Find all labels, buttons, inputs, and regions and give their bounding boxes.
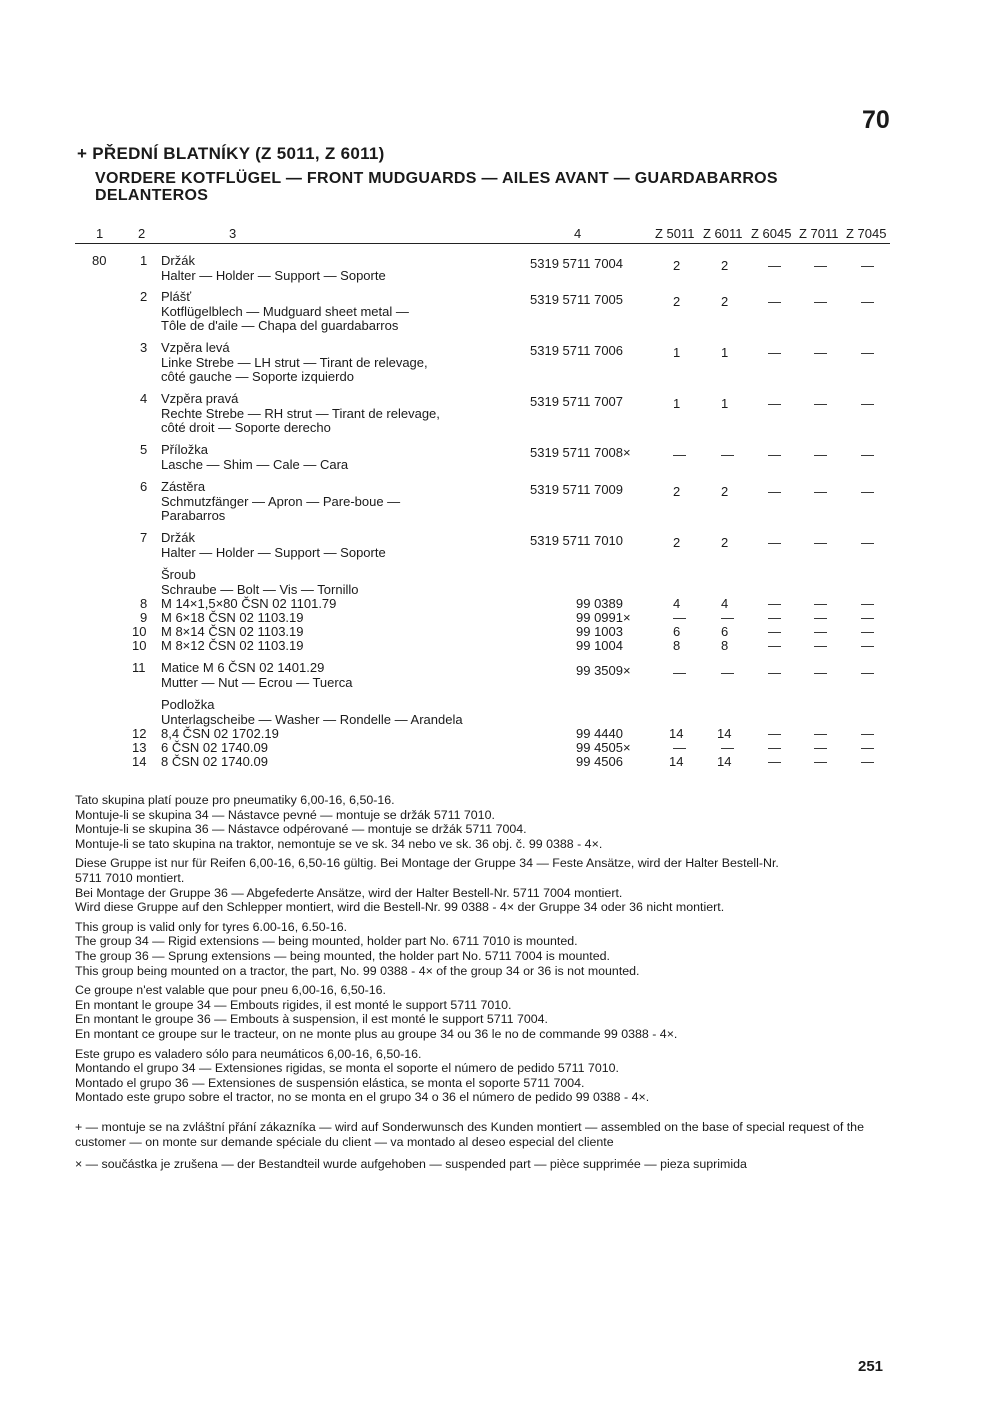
quantity-cell: — <box>768 484 781 499</box>
quantity-cell: — <box>861 726 874 741</box>
part-number: 5319 5711 7005 <box>530 292 624 307</box>
position-number: 3 <box>140 340 148 355</box>
quantity-cell: 14 <box>717 726 732 741</box>
quantity-cell: 2 <box>721 484 729 499</box>
quantity-cell: 1 <box>673 396 681 411</box>
note-line: Montuje-li se skupina 36 — Nástavce odpérované — montuje se držák 5711 7004. <box>75 822 527 837</box>
quantity-cell: 4 <box>673 596 681 611</box>
quantity-cell: — <box>768 610 781 625</box>
part-description-line: Zástěra <box>161 479 206 494</box>
part-number: 99 0991× <box>576 610 631 625</box>
part-number: 99 1003 <box>576 624 623 639</box>
quantity-cell: 1 <box>721 396 729 411</box>
quantity-cell: — <box>768 396 781 411</box>
position-number: 7 <box>140 530 148 545</box>
part-description-line: Podložka <box>161 697 215 712</box>
note-line: 5711 7010 montiert. <box>75 870 185 885</box>
quantity-cell: 2 <box>673 294 681 309</box>
header-rule <box>75 243 890 244</box>
quantity-cell: 2 <box>721 294 729 309</box>
quantity-cell: — <box>814 726 827 741</box>
quantity-cell: 6 <box>721 624 729 639</box>
column-header-4: 4 <box>574 226 582 241</box>
part-number: 99 0389 <box>576 596 623 611</box>
position-number: 11 <box>132 660 146 675</box>
column-header-z7045: Z 7045 <box>846 226 887 241</box>
quantity-cell: — <box>768 596 781 611</box>
note-line: En montant ce groupe sur le tracteur, on ne monte plus au groupe 34 ou 36 le no de commande 99 0388 - 4×. <box>75 1026 678 1041</box>
note-paragraph <box>75 1047 905 1105</box>
part-description-line: Rechte Strebe — RH strut — Tirant de relevage, <box>161 405 440 421</box>
column-header-z7011: Z 7011 <box>799 226 839 241</box>
note-line: Diese Gruppe ist nur für Reifen 6,00-16, 6,50-16 gültig. Bei Montage der Gruppe 34 — Feste Ansätze, wird der Halter Bestell-Nr. <box>75 856 779 871</box>
position-number: 1 <box>140 253 148 268</box>
quantity-cell: 1 <box>721 345 729 360</box>
part-description-line: Plášť <box>161 289 192 304</box>
part-number: 5319 5711 7006 <box>530 343 624 358</box>
quantity-cell: — <box>861 345 874 360</box>
quantity-cell: — <box>721 665 734 680</box>
note-line: Ce groupe n'est valable que pour pneu 6,00-16, 6,50-16. <box>75 983 386 998</box>
quantity-cell: — <box>673 447 686 462</box>
position-number: 10 <box>132 624 147 639</box>
quantity-cell: — <box>814 396 827 411</box>
part-description-line: M 8×12 ČSN 02 1103.19 <box>161 638 304 653</box>
quantity-cell: — <box>768 624 781 639</box>
part-description-line: Schraube — Bolt — Vis — Tornillo <box>161 581 359 597</box>
part-description-line: 6 ČSN 02 1740.09 <box>161 740 268 755</box>
part-description-line: Kotflügelblech — Mudguard sheet metal — <box>161 303 409 319</box>
footer-page-number: 251 <box>858 1358 884 1375</box>
quantity-cell: — <box>814 484 827 499</box>
position-number: 5 <box>140 442 148 457</box>
quantity-cell: 2 <box>673 484 681 499</box>
note-line: Montado el grupo 36 — Extensiones de suspensión elástica, se monta el soporte 5711 7004. <box>75 1075 585 1090</box>
note-line: This group is valid only for tyres 6.00-16, 6.50-16. <box>75 919 348 934</box>
part-description-line: Schmutzfänger — Apron — Pare-boue — <box>161 493 401 509</box>
quantity-cell: — <box>861 535 874 550</box>
quantity-cell: 2 <box>673 535 681 550</box>
quantity-cell: — <box>814 258 827 273</box>
quantity-cell: — <box>768 447 781 462</box>
part-description-line: M 14×1,5×80 ČSN 02 1101.79 <box>161 596 337 611</box>
note-line: This group being mounted on a tractor, the part, No. 99 0388 - 4× of the group 34 or 36 is not mounted. <box>75 963 640 978</box>
quantity-cell: — <box>861 447 874 462</box>
legend-special-request: + — montuje se na zvláštní přání zákazníka — wird auf Sonderwunsch des Kunden montiert — assembled on the base of special request of the customer — on monte sur demande spéciale du client — va montado al deseo especial del cliente <box>75 1120 864 1149</box>
quantity-cell: — <box>814 447 827 462</box>
quantity-cell: 4 <box>721 596 729 611</box>
part-description-line: Příložka <box>161 442 208 457</box>
page-number: 70 <box>862 106 890 134</box>
quantity-cell: — <box>768 258 781 273</box>
quantity-cell: — <box>673 740 686 755</box>
position-number: 13 <box>132 740 147 755</box>
note-line: Bei Montage der Gruppe 36 — Abgefederte Ansätze, wird der Halter Bestell-Nr. 5711 7004 montiert. <box>75 885 623 900</box>
note-line: En montant le groupe 36 — Embouts à suspension, il est monté le support 5711 7004. <box>75 1012 548 1027</box>
quantity-cell: — <box>768 665 781 680</box>
part-description-line: 8,4 ČSN 02 1702.19 <box>161 726 279 741</box>
part-number: 5319 5711 7009 <box>530 482 624 497</box>
quantity-cell: 14 <box>669 754 684 769</box>
quantity-cell: — <box>673 665 686 680</box>
note-line: En montant le groupe 34 — Embouts rigides, il est monté le support 5711 7010. <box>75 997 512 1012</box>
part-description-line: Vzpěra pravá <box>161 391 239 406</box>
notes <box>75 793 905 1110</box>
quantity-cell: 1 <box>673 345 681 360</box>
note-paragraph <box>75 793 905 851</box>
note-line: Tato skupina platí pouze pro pneumatiky 6,00-16, 6,50-16. <box>75 793 395 807</box>
note-line: Montando el grupo 34 — Extensiones rigidas, se monta el soporte el número de pedido 5711 7010. <box>75 1061 619 1076</box>
quantity-cell: — <box>814 345 827 360</box>
quantity-cell: — <box>814 754 827 769</box>
part-number: 5319 5711 7007 <box>530 394 624 409</box>
note-line: The group 36 — Sprung extensions — being mounted, the holder part No. 5711 7004 is mounted. <box>75 948 610 963</box>
part-description-line: Držák <box>161 253 195 268</box>
quantity-cell: — <box>814 596 827 611</box>
position-number: 6 <box>140 479 148 494</box>
quantity-cell: — <box>861 754 874 769</box>
part-description-line: côté droit — Soporte derecho <box>161 420 331 435</box>
quantity-cell: 8 <box>721 638 729 653</box>
quantity-cell: — <box>814 665 827 680</box>
column-header-3: 3 <box>229 226 237 241</box>
group-number: 80 <box>92 253 107 268</box>
part-number: 5319 5711 7004 <box>530 256 624 271</box>
quantity-cell: — <box>861 740 874 755</box>
quantity-cell: 2 <box>673 258 681 273</box>
quantity-cell: — <box>721 610 734 625</box>
section-title: + PŘEDNÍ BLATNÍKY (Z 5011, Z 6011) <box>77 144 385 163</box>
quantity-cell: — <box>768 535 781 550</box>
note-line: Montuje-li se tato skupina na traktor, nemontuje se ve sk. 34 nebo ve sk. 36 obj. č. 99 0388 - 4×. <box>75 836 603 851</box>
position-number: 12 <box>132 726 147 741</box>
part-description-line: Lasche — Shim — Cale — Cara <box>161 456 349 472</box>
part-description-line: 8 ČSN 02 1740.09 <box>161 754 268 769</box>
column-header-z6045: Z 6045 <box>751 226 792 241</box>
quantity-cell: 14 <box>669 726 684 741</box>
part-description-line: Unterlagscheibe — Washer — Rondelle — Arandela <box>161 711 463 727</box>
part-description-line: Držák <box>161 530 195 545</box>
position-number: 14 <box>132 754 147 769</box>
quantity-cell: — <box>861 665 874 680</box>
part-description-line: M 6×18 ČSN 02 1103.19 <box>161 610 304 625</box>
part-description-line: Mutter — Nut — Ecrou — Tuerca <box>161 674 353 690</box>
part-description-line: Halter — Holder — Support — Soporte <box>161 544 386 560</box>
quantity-cell: 2 <box>721 535 729 550</box>
quantity-cell: — <box>721 740 734 755</box>
part-number: 5319 5711 7010 <box>530 533 624 548</box>
quantity-cell: — <box>861 396 874 411</box>
column-header-2: 2 <box>138 226 146 241</box>
quantity-cell: — <box>861 484 874 499</box>
part-description-line: Linke Strebe — LH strut — Tirant de relevage, <box>161 354 428 370</box>
note-line: Wird diese Gruppe auf den Schlepper montiert, wird die Bestell-Nr. 99 0388 - 4× der Gruppe 34 oder 36 nicht montiert. <box>75 900 725 915</box>
quantity-cell: — <box>814 740 827 755</box>
quantity-cell: 8 <box>673 638 681 653</box>
quantity-cell: — <box>861 624 874 639</box>
quantity-cell: 2 <box>721 258 729 273</box>
note-paragraph <box>75 920 905 978</box>
quantity-cell: — <box>814 294 827 309</box>
column-header-z6011: Z 6011 <box>703 226 743 241</box>
position-number: 10 <box>132 638 147 653</box>
quantity-cell: — <box>814 610 827 625</box>
quantity-cell: — <box>861 258 874 273</box>
position-number: 4 <box>140 391 148 406</box>
part-description-line: M 8×14 ČSN 02 1103.19 <box>161 624 304 639</box>
quantity-cell: — <box>768 638 781 653</box>
note-paragraph <box>75 856 905 914</box>
note-line: The group 34 — Rigid extensions — being mounted, holder part No. 6711 7010 is mounted. <box>75 934 578 949</box>
part-description-line: Šroub <box>161 567 196 582</box>
part-number: 99 3509× <box>576 663 631 678</box>
quantity-cell: — <box>861 610 874 625</box>
note-line: Montuje-li se skupina 34 — Nástavce pevné — montuje se držák 5711 7010. <box>75 807 495 822</box>
position-number: 2 <box>140 289 148 304</box>
quantity-cell: — <box>768 740 781 755</box>
position-number: 9 <box>140 610 148 625</box>
quantity-cell: — <box>861 596 874 611</box>
quantity-cell: — <box>861 638 874 653</box>
part-number: 99 4440 <box>576 726 623 741</box>
quantity-cell: — <box>861 294 874 309</box>
quantity-cell: 14 <box>717 754 732 769</box>
quantity-cell: 6 <box>673 624 681 639</box>
part-description-line: côté gauche — Soporte izquierdo <box>161 369 354 384</box>
quantity-cell: — <box>721 447 734 462</box>
quantity-cell: — <box>814 638 827 653</box>
part-number: 99 4505× <box>576 740 631 755</box>
part-description-line: Tôle de d'aile — Chapa del guardabarros <box>161 318 399 333</box>
quantity-cell: — <box>768 726 781 741</box>
note-line: Montado este grupo sobre el tractor, no se monta en el grupo 34 o 36 el número de pedido 99 0388 - 4×. <box>75 1090 650 1105</box>
part-number: 99 1004 <box>576 638 623 653</box>
quantity-cell: — <box>768 754 781 769</box>
quantity-cell: — <box>814 535 827 550</box>
quantity-cell: — <box>768 345 781 360</box>
legend-suspended-part: × — součástka je zrušena — der Bestandteil wurde aufgehoben — suspended part — pièce supprimée — pieza suprimida <box>75 1157 747 1171</box>
note-line: Este grupo es valadero sólo para neumáticos 6,00-16, 6,50-16. <box>75 1046 422 1061</box>
part-description-line: Vzpěra levá <box>161 340 230 355</box>
part-description-line: Matice M 6 ČSN 02 1401.29 <box>161 660 325 675</box>
column-header-z5011: Z 5011 <box>655 226 695 241</box>
quantity-cell: — <box>768 294 781 309</box>
column-header-1: 1 <box>96 226 104 241</box>
part-description-line: Parabarros <box>161 508 226 523</box>
part-number: 99 4506 <box>576 754 623 769</box>
quantity-cell: — <box>673 610 686 625</box>
position-number: 8 <box>140 596 148 611</box>
part-number: 5319 5711 7008× <box>530 445 631 460</box>
note-paragraph <box>75 983 905 1041</box>
quantity-cell: — <box>814 624 827 639</box>
part-description-line: Halter — Holder — Support — Soporte <box>161 267 386 283</box>
section-subtitle: VORDERE KOTFLÜGEL — FRONT MUDGUARDS — AILES AVANT — GUARDABARROS DELANTEROS <box>95 170 778 204</box>
